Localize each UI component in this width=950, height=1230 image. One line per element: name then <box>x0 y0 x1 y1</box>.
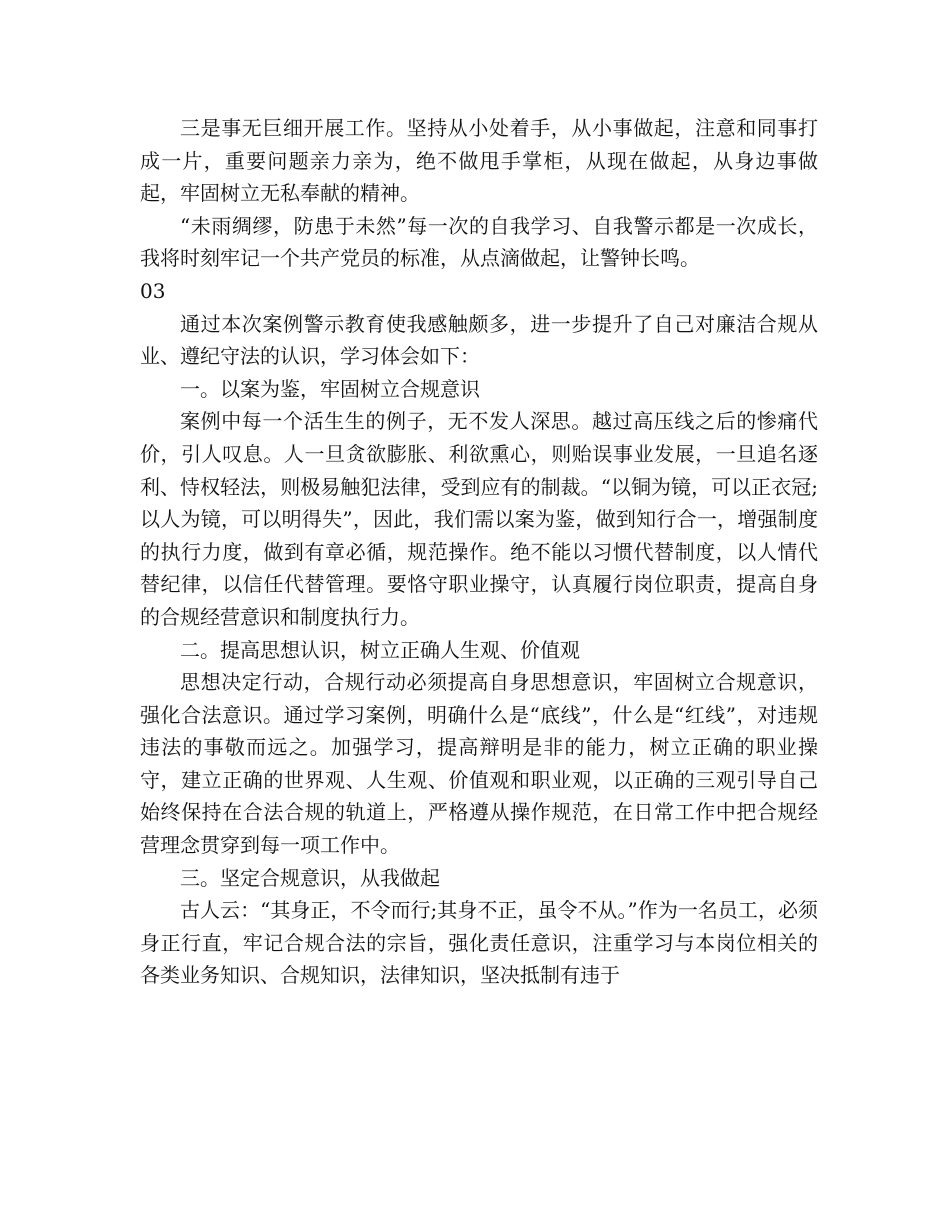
paragraph-1: 三是事无巨细开展工作。坚持从小处着手，从小事做起，注意和同事打成一片，重要问题亲力亲为，绝不做甩手掌柜，从现在做起，从身边事做起，牢固树立无私奉献的精神。 <box>140 116 818 206</box>
paragraph-point-1: 案例中每一个活生生的例子，无不发人深思。越过高压线之后的惨痛代价，引人叹息。人一旦贪欲膨胀、利欲熏心，则贻误事业发展，一旦追名逐利、恃权轻法，则极易触犯法律，受到应有的制裁。“以铜为镜，可以正衣冠;以人为镜，可以明得失”，因此，我们需以案为鉴，做到知行合一，增强制度的执行力度，做到有章必循，规范操作。绝不能以习惯代替制度，以人情代替纪律，以信任代替管理。要恪守职业操守，认真履行岗位职责，提高自身的合规经营意识和制度执行力。 <box>140 409 818 629</box>
heading-point-3: 三。坚定合规意识，从我做起 <box>180 865 440 890</box>
heading-point-2: 二。提高思想认识，树立正确人生观、价值观 <box>180 637 580 662</box>
paragraph-intro: 通过本次案例警示教育使我感触颇多，进一步提升了自己对廉洁合规从业、遵纪守法的认识，学习体会如下： <box>140 311 818 369</box>
heading-point-1: 一。以案为鉴，牢固树立合规意识 <box>180 376 480 401</box>
paragraph-point-3: 古人云：“其身正，不令而行;其身不正，虽令不从。”作为一名员工，必须身正行直，牢记合规合法的宗旨，强化责任意识，注重学习与本岗位相关的各类业务知识、合规知识，法律知识，坚决抵制有违于 <box>140 898 818 988</box>
document-body <box>140 112 818 992</box>
section-number: 03 <box>140 278 166 303</box>
paragraph-point-2: 思想决定行动，合规行动必须提高自身思想意识，牢固树立合规意识，强化合法意识。通过学习案例，明确什么是“底线”，什么是“红线”，对违规违法的事敬而远之。加强学习，提高辩明是非的能力，树立正确的职业操守，建立正确的世界观、人生观、价值观和职业观，以正确的三观引导自己始终保持在合法合规的轨道上，严格遵从操作规范，在日常工作中把合规经营理念贯穿到每一项工作中。 <box>140 670 818 858</box>
paragraph-2: “未雨绸缪，防患于未然”每一次的自我学习、自我警示都是一次成长，我将时刻牢记一个共产党员的标准，从点滴做起，让警钟长鸣。 <box>140 213 818 271</box>
